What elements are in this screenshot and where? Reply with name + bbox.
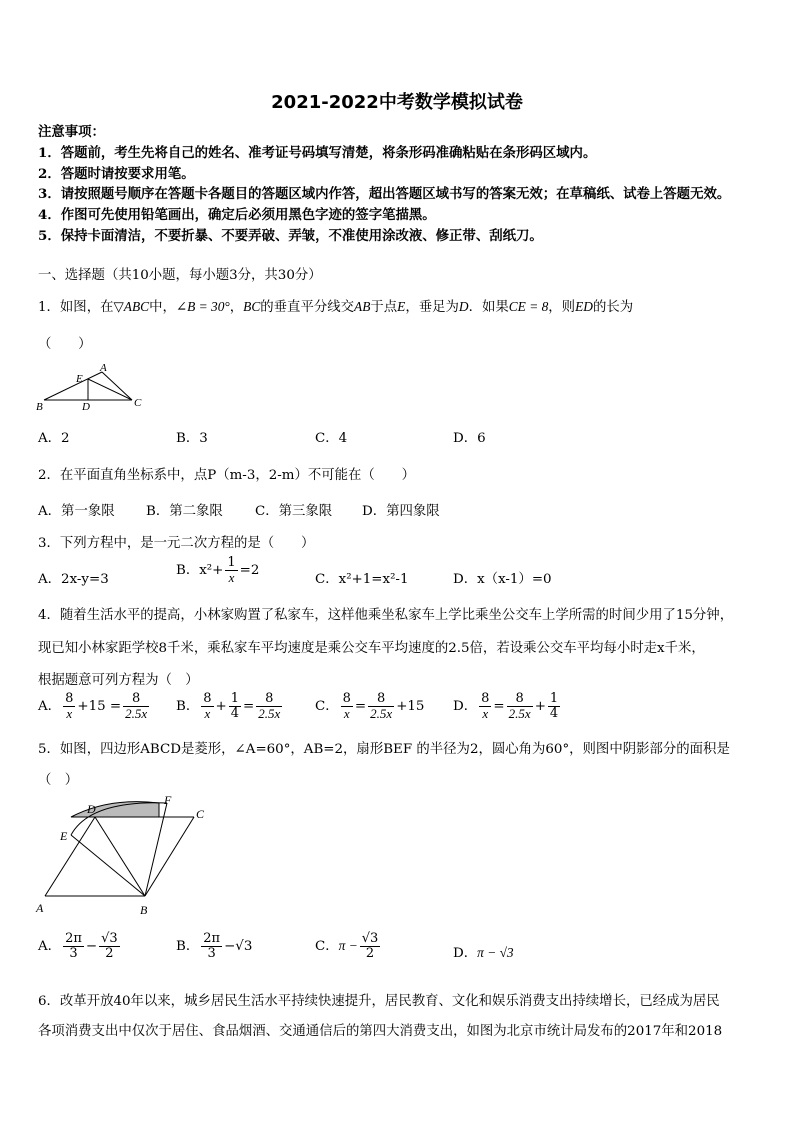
q3-option-a[interactable]: A．2x-y=3 xyxy=(38,572,109,587)
question-1-paren: （ ） xyxy=(38,337,92,352)
fraction-denominator: x xyxy=(228,570,235,585)
q4-c-tail: +15 xyxy=(396,699,425,714)
q1-label-c: C xyxy=(134,397,142,409)
option-label: D． xyxy=(453,946,478,961)
q4-option-a[interactable] xyxy=(38,692,151,721)
q1-e: E xyxy=(397,299,406,314)
q1-text: ， xyxy=(229,300,244,315)
q1-text: 的长为 xyxy=(592,300,634,315)
fraction-numerator: 8 xyxy=(507,692,533,707)
q1-bc: BC xyxy=(243,299,261,314)
fraction-numerator: 8 xyxy=(203,691,212,706)
q5-label-b: B xyxy=(140,903,148,917)
fraction-denominator: 4 xyxy=(230,706,240,721)
fraction-numerator: √3 xyxy=(361,931,379,946)
fraction-numerator: 8 xyxy=(342,691,351,706)
q5-label-f: F xyxy=(164,793,172,807)
fraction-numerator: 2π xyxy=(65,931,82,946)
sqrt-term: √3 xyxy=(235,939,253,954)
q1-ed: ED xyxy=(575,299,593,314)
fraction-numerator: 1 xyxy=(230,691,240,706)
pi-minus: π − xyxy=(338,938,358,953)
q3-b-text: =2 xyxy=(239,563,260,578)
q5-option-b[interactable] xyxy=(176,932,252,961)
question-6-line-2: 各项消费支出中仅次于居住、食品烟酒、交通通信后的第四大消费支出，如图为北京市统计局发布的2017年和2018 xyxy=(38,1024,723,1039)
q1-text: 的垂直平分线交 xyxy=(260,300,355,315)
fraction-denominator: 4 xyxy=(549,706,559,721)
shaded-region xyxy=(71,802,159,817)
q1-ce: CE = 8 xyxy=(508,299,549,314)
q5-option-c[interactable] xyxy=(315,932,382,961)
q1-text: ，垂足为 xyxy=(405,300,459,315)
fraction-numerator: √3 xyxy=(101,931,118,946)
triangle-symbol: ▽ xyxy=(113,300,124,315)
equals-sign: = xyxy=(243,699,255,714)
fraction-numerator: 8 xyxy=(123,692,149,707)
notice-item-3: 3．请按照题号顺序在答题卡各题目的答题区域内作答，超出答题区域书写的答案无效；在草稿纸、试卷上答题无效。 xyxy=(38,186,731,202)
fraction-numerator: 2π xyxy=(203,931,221,946)
q5-figure xyxy=(34,792,214,918)
q5-label-c: C xyxy=(196,807,205,821)
fraction-denominator: x xyxy=(66,706,73,721)
option-label: B． xyxy=(176,699,200,714)
fraction-numerator: 1 xyxy=(227,555,236,570)
q4-option-b[interactable] xyxy=(176,692,284,721)
fraction-numerator: 8 xyxy=(368,692,394,707)
fraction-denominator: x xyxy=(343,706,350,721)
q1-d: D xyxy=(458,299,469,314)
minus-sign: − xyxy=(85,939,98,954)
option-label: B． xyxy=(176,939,200,954)
fraction-numerator: 8 xyxy=(256,692,282,707)
question-4-line-3: 根据题意可列方程为（ ） xyxy=(38,673,199,688)
fraction-numerator: 8 xyxy=(65,691,74,706)
q1-label-e: E xyxy=(76,373,83,385)
question-6-line-1: 6．改革开放40年以来，城乡居民生活水平持续快速提升，居民教育、文化和娱乐消费支出持续增长，已经成为居民 xyxy=(38,994,720,1009)
q1-text: ，则 xyxy=(548,300,576,315)
q5-option-a[interactable] xyxy=(38,932,122,961)
notice-item-4: 4．作图可先使用铅笔画出，确定后必须用黑色字迹的签字笔描黑。 xyxy=(38,207,436,223)
plus-sign: + xyxy=(215,699,227,714)
q1-figure xyxy=(36,360,146,412)
question-4-line-2: 现已知小林家距学校8千米，乘私家车平均速度是乘公交车平均速度的2.5倍，若设乘公交车平均每小时走x千米， xyxy=(38,641,705,656)
fraction-denominator: 2.5x xyxy=(508,706,531,721)
fraction-denominator: 2 xyxy=(105,946,114,961)
equals-sign: = xyxy=(493,699,505,714)
q3-option-b[interactable] xyxy=(176,556,259,585)
q1-ab: AB xyxy=(354,299,371,314)
fraction-denominator: 2 xyxy=(365,946,375,961)
minus-sign: − xyxy=(224,939,236,954)
option-label: C． xyxy=(315,939,339,954)
q2-option-b[interactable]: B．第二象限 xyxy=(146,504,223,519)
q1-label-a: A xyxy=(100,362,107,374)
option-label: A． xyxy=(38,699,62,714)
q1-angle: ∠B = 30° xyxy=(175,299,230,314)
fraction-denominator: 2.5x xyxy=(125,706,148,721)
q5-label-d: D xyxy=(87,802,96,816)
fraction-denominator: 3 xyxy=(207,946,216,961)
fraction-denominator: x xyxy=(204,706,211,721)
q1-option-a[interactable]: A．2 xyxy=(38,431,70,446)
q1-text: ．如果 xyxy=(468,300,509,315)
q1-abc: ABC xyxy=(123,299,150,314)
question-1-text xyxy=(38,296,633,315)
notice-heading: 注意事项： xyxy=(38,124,105,140)
q2-option-d[interactable]: D．第四象限 xyxy=(362,504,440,519)
q5-label-a: A xyxy=(36,901,44,915)
option-label: D． xyxy=(453,699,478,714)
q5-option-d[interactable] xyxy=(453,942,514,961)
q3-b-text: B．x²+ xyxy=(176,563,224,578)
question-4-line-1: 4．随着生活水平的提高，小林家购置了私家车，这样他乘坐私家车上学比乘坐公交车上学所需的时间少用了15分钟， xyxy=(38,608,734,623)
notice-item-2: 2．答题时请按要求用笔。 xyxy=(38,166,195,182)
question-3-text: 3．下列方程中，是一元二次方程的是（ ） xyxy=(38,536,315,551)
q1-text: 于点 xyxy=(370,300,398,315)
q5-d-expression: π − √3 xyxy=(477,945,514,960)
q1-label-d: D xyxy=(82,401,90,412)
q2-option-a[interactable]: A．第一象限 xyxy=(38,504,115,519)
q4-option-d[interactable] xyxy=(453,692,562,721)
q1-text: 中， xyxy=(149,300,176,315)
q1-text: 1．如图，在 xyxy=(38,300,114,315)
fraction-numerator: 1 xyxy=(549,691,559,706)
q4-option-c[interactable] xyxy=(315,692,424,721)
q5-label-e: E xyxy=(60,829,68,843)
fraction-denominator: 2.5x xyxy=(370,706,393,721)
option-label: A． xyxy=(38,939,62,954)
fraction-denominator: x xyxy=(482,706,489,721)
plus-sign: + xyxy=(534,699,546,714)
q1-option-b[interactable]: B．3 xyxy=(176,431,208,446)
q1-option-c[interactable]: C．4 xyxy=(315,431,348,446)
q3-option-d[interactable]: D．x（x-1）=0 xyxy=(453,572,552,587)
q1-option-d[interactable]: D．6 xyxy=(453,431,486,446)
question-5-line-2: （ ） xyxy=(38,773,79,788)
notice-item-1: 1．答题前，考生先将自己的姓名、准考证号码填写清楚，将条形码准确粘贴在条形码区域内。 xyxy=(38,145,597,161)
q1-label-b: B xyxy=(36,401,43,412)
option-label: C． xyxy=(315,699,339,714)
question-2-text: 2．在平面直角坐标系中，点P（m-3，2-m）不可能在（ ） xyxy=(38,468,415,483)
q3-option-c[interactable]: C．x²+1=x²-1 xyxy=(315,572,409,587)
section-heading: 一、选择题（共10小题，每小题3分，共30分） xyxy=(38,268,322,283)
page-title: 2021-2022中考数学模拟试卷 xyxy=(271,92,523,113)
fraction-denominator: 3 xyxy=(69,946,78,961)
equals-sign: = xyxy=(354,699,367,714)
q4-a-operator: +15 = xyxy=(77,699,122,714)
notice-item-5: 5．保持卡面清洁，不要折暴、不要弄破、弄皱，不准使用涂改液、修正带、刮纸刀。 xyxy=(38,228,543,244)
q2-option-c[interactable]: C．第三象限 xyxy=(255,504,333,519)
fraction-denominator: 2.5x xyxy=(258,706,281,721)
question-5-line-1: 5．如图，四边形ABCD是菱形，∠A=60°，AB=2，扇形BEF 的半径为2，圆心角为60°，则图中阴影部分的面积是 xyxy=(38,742,730,757)
fraction-numerator: 8 xyxy=(481,691,490,706)
